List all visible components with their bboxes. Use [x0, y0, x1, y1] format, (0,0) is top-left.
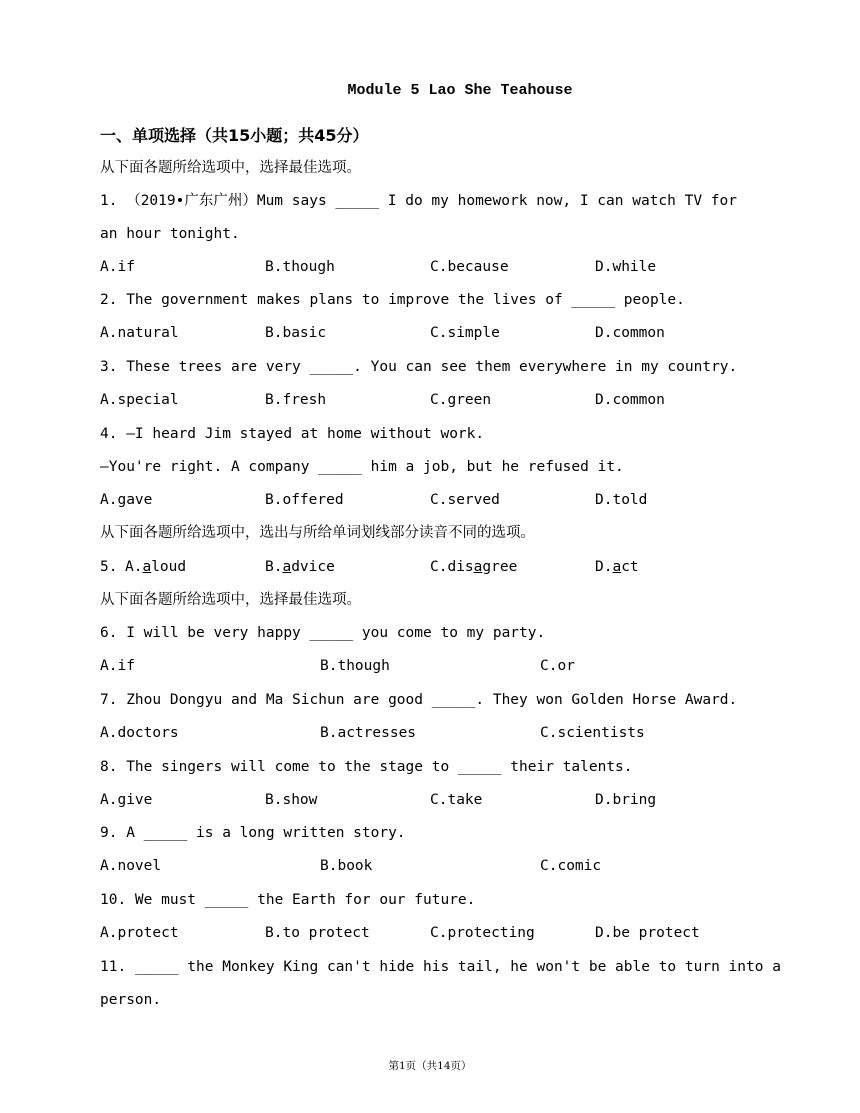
- option-b[interactable]: B.fresh: [265, 392, 327, 408]
- option-a[interactable]: A.gave: [100, 492, 153, 508]
- option-d[interactable]: D.be protect: [595, 925, 700, 941]
- question-stem: 4. —I heard Jim stayed at home without work.: [100, 426, 485, 442]
- option-c[interactable]: C.protecting: [430, 925, 535, 941]
- option-b[interactable]: [265, 557, 335, 577]
- instruction: 从下面各题所给选项中，选择最佳选项。: [100, 160, 361, 176]
- underlined-letter: a: [473, 559, 483, 575]
- question-stem: person.: [100, 992, 162, 1008]
- underlined-letter: a: [282, 559, 292, 575]
- question-stem: 1. （2019•广东广州）Mum says _____ I do my homework now, I can watch TV for: [100, 193, 737, 209]
- option-b[interactable]: B.show: [265, 792, 318, 808]
- option-c[interactable]: C.because: [430, 259, 509, 275]
- question-stem: 7. Zhou Dongyu and Ma Sichun are good _____. They won Golden Horse Award.: [100, 692, 738, 708]
- option-a[interactable]: A.novel: [100, 858, 162, 874]
- option-c[interactable]: C.scientists: [540, 725, 645, 741]
- question-stem: 5.: [100, 559, 118, 575]
- section-heading: 一、单项选择（共15小题；共45分）: [100, 126, 369, 145]
- question-stem: an hour tonight.: [100, 226, 240, 242]
- instruction: 从下面各题所给选项中，选出与所给单词划线部分读音不同的选项。: [100, 525, 535, 541]
- option-c[interactable]: C.comic: [540, 858, 602, 874]
- question-stem: 8. The singers will come to the stage to _____ their talents.: [100, 759, 633, 775]
- option-b[interactable]: B.to protect: [265, 925, 370, 941]
- question-stem: 2. The government makes plans to improve the lives of _____ people.: [100, 292, 685, 308]
- option-c[interactable]: C.or: [540, 658, 575, 674]
- option-a[interactable]: A.natural: [100, 325, 179, 341]
- option-prefix: B.: [265, 559, 283, 575]
- page-footer: 第1页（共14页）: [388, 1060, 472, 1072]
- option-a[interactable]: A.give: [100, 792, 153, 808]
- option-b[interactable]: B.offered: [265, 492, 344, 508]
- option-d[interactable]: D.while: [595, 259, 657, 275]
- option-b[interactable]: B.though: [320, 658, 390, 674]
- option-c[interactable]: C.simple: [430, 325, 500, 341]
- underlined-letter: a: [142, 559, 152, 575]
- option-a[interactable]: A.special: [100, 392, 179, 408]
- question-stem: 3. These trees are very _____. You can see them everywhere in my country.: [100, 359, 738, 375]
- option-a[interactable]: A.if: [100, 658, 135, 674]
- option-d[interactable]: D.common: [595, 325, 665, 341]
- underlined-letter: a: [612, 559, 622, 575]
- option-rest: ct: [621, 559, 639, 575]
- question-stem: —You're right. A company _____ him a job, but he refused it.: [100, 459, 624, 475]
- question-stem: 9. A _____ is a long written story.: [100, 825, 406, 841]
- option-d[interactable]: [595, 557, 639, 577]
- option-d[interactable]: D.bring: [595, 792, 657, 808]
- option-b[interactable]: B.though: [265, 259, 335, 275]
- option-d[interactable]: D.common: [595, 392, 665, 408]
- page-title: Module 5 Lao She Teahouse: [347, 82, 573, 99]
- option-c[interactable]: C.take: [430, 792, 483, 808]
- option-b[interactable]: B.book: [320, 858, 373, 874]
- option-c[interactable]: C.served: [430, 492, 500, 508]
- option-c[interactable]: C.green: [430, 392, 492, 408]
- option-c[interactable]: [430, 557, 517, 577]
- instruction: 从下面各题所给选项中，选择最佳选项。: [100, 592, 361, 608]
- option-b[interactable]: B.basic: [265, 325, 327, 341]
- option-rest: loud: [151, 559, 187, 575]
- option-prefix: A.: [125, 559, 143, 575]
- option-rest: gree: [482, 559, 518, 575]
- option-a[interactable]: A.if: [100, 259, 135, 275]
- question-stem: 10. We must _____ the Earth for our future.: [100, 892, 476, 908]
- option-prefix: D.: [595, 559, 613, 575]
- option-prefix: C.dis: [430, 559, 474, 575]
- option-a[interactable]: A.protect: [100, 925, 179, 941]
- question-stem: 11. _____ the Monkey King can't hide his tail, he won't be able to turn into a: [100, 959, 781, 975]
- question-stem: 6. I will be very happy _____ you come to my party.: [100, 625, 546, 641]
- option-a[interactable]: [125, 557, 186, 577]
- option-b[interactable]: B.actresses: [320, 725, 417, 741]
- option-a[interactable]: A.doctors: [100, 725, 179, 741]
- option-d[interactable]: D.told: [595, 492, 648, 508]
- option-rest: dvice: [291, 559, 335, 575]
